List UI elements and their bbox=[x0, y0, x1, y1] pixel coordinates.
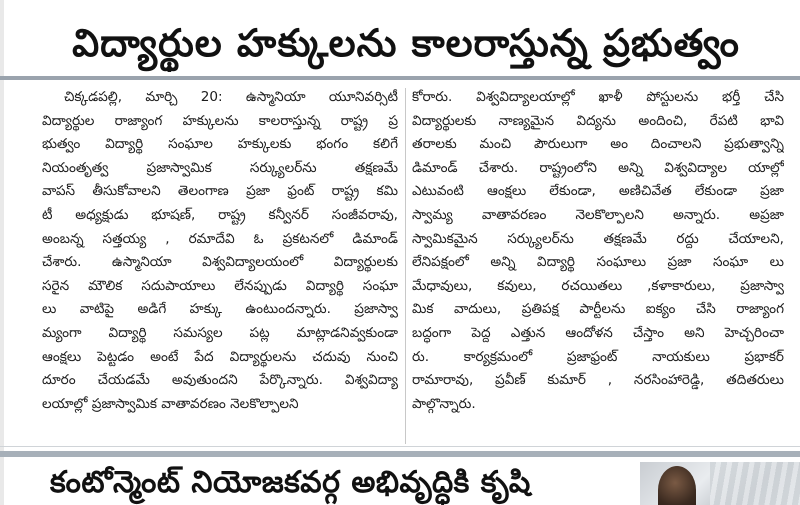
article-line: విద్యార్థుల రాజ్యాంగ హక్కులను కాలరాస్తున్న రాష్ట్ర ప్ర bbox=[42, 112, 398, 129]
article-photo bbox=[640, 462, 800, 505]
article-line: సరైన మౌలిక సదుపాయాలు లేనప్పుడు విద్యార్థి సంఘా bbox=[42, 277, 398, 294]
article-line: మిక వాదులు, ప్రతిపక్ష పార్టీలను ఐక్యం చేసి రాజ్యాంగ bbox=[412, 301, 784, 318]
section-rule-thin bbox=[0, 446, 800, 447]
article-line: భుత్వం విద్యార్థి సంఘాల హక్కులకు భంగం కలిగే bbox=[42, 136, 398, 153]
article-line: లయాల్లో ప్రజాస్వామిక వాతావరణం నెలకొల్పాలని bbox=[42, 395, 299, 412]
column-separator bbox=[405, 88, 406, 444]
article-line: ఎటువంటి ఆంక్షలు లేకుండా, అణిచివేత లేకుండా ప్రజా bbox=[412, 183, 784, 200]
article-line: డిమాండ్ చేశారు. రాష్ట్రంలోని అన్ని విశ్వవిద్యాల యాల్లో bbox=[412, 159, 784, 176]
article-line: విద్యార్థులకు నాణ్యమైన విద్యను అందించి, రేపటి భావి bbox=[412, 112, 784, 129]
article-line: దూరం చేయడమే అవుతుందని పేర్కొన్నారు. విశ్వవిద్యా bbox=[42, 372, 398, 389]
photo-background bbox=[710, 462, 800, 505]
section-rule bbox=[0, 451, 800, 457]
article-line: పాల్గొన్నారు. bbox=[412, 395, 476, 412]
headline-rule bbox=[0, 76, 800, 80]
article-line: స్వామికమైన సర్క్యులర్‌ను తక్షణమే రద్దు చేయాలని, bbox=[412, 230, 784, 247]
article-headline: విద్యార్థుల హక్కులను కాలరాస్తున్న ప్రభుత్వం bbox=[72, 21, 740, 65]
article-line: లేనిపక్షంలో అన్ని విద్యార్థి సంఘాలు ప్రజా సంఘా లు bbox=[412, 254, 784, 271]
article-line: చేశారు. ఉస్మానియా విశ్వవిద్యాలయంలో విద్యార్థులకు bbox=[42, 254, 398, 271]
article-body bbox=[0, 86, 800, 446]
article-line: రామారావు, ప్రవీణ్ కుమార్ , నరసింహారెడ్డి, తదితరులు bbox=[412, 372, 784, 389]
article-line: కోరారు. విశ్వవిద్యాలయాల్లో ఖాళీ పోస్టులను భర్తీ చేసి bbox=[412, 89, 784, 105]
photo-person bbox=[658, 466, 696, 505]
next-article-headline: కంటోన్మెంట్ నియోజకవర్గ అభివృద్ధికి కృషి bbox=[50, 465, 531, 500]
article-line: మేధావులు, కవులు, రచయితలు ,కళాకారులు, ప్రజాస్వా bbox=[412, 277, 784, 294]
article-line: లు వాటిపై అడిగే హక్కు ఉంటుందన్నారు. ప్రజాస్వా bbox=[42, 301, 398, 318]
article-line: ఆంక్షలు పెట్టడం అంటే పేద విద్యార్థులను చదువు నుంచి bbox=[42, 348, 398, 365]
article-line: నియంతృత్వ ప్రజాస్వామిక సర్క్యులర్‌ను తక్షణమే bbox=[42, 159, 398, 176]
article-line: బద్ధంగా పెద్ద ఎత్తున ఆందోళన చేస్తాం అని హెచ్చరించా bbox=[412, 324, 784, 341]
article-line: తరాలకు మంచి పౌరులుగా అం దించాలని ప్రభుత్వాన్ని bbox=[412, 136, 784, 153]
article-line: స్వామ్య వాతావరణం నెలకొల్పాలని అన్నారు. అప్రజా bbox=[412, 206, 784, 223]
article-line: రు. కార్యక్రమంలో ప్రజాఫ్రంట్ నాయకులు ప్రభాకర్ bbox=[412, 348, 784, 365]
article-line: చిక్కడపల్లి, మార్చి 20: ఉస్మానియా యూనివర్సిటీ bbox=[64, 89, 398, 105]
article-column-right bbox=[412, 86, 784, 416]
article-line: మ్యంగా విద్యార్థి సమస్యల పట్ల మాట్లాడనివ్వకుండా bbox=[42, 324, 398, 341]
article-column-left bbox=[42, 86, 398, 416]
article-line: వాపస్ తీసుకోవాలని తెలంగాణ ప్రజా ఫ్రంట్ రాష్ట్ర కమి bbox=[42, 183, 398, 200]
article-line: టీ అధ్యక్షుడు భూషణ్, రాష్ట్ర కన్వీనర్ సంజీవరావు, bbox=[42, 206, 398, 223]
article-line: అంబన్న సత్తయ్య , రమాదేవి ఓ ప్రకటనలో డిమాండ్ bbox=[42, 230, 398, 247]
